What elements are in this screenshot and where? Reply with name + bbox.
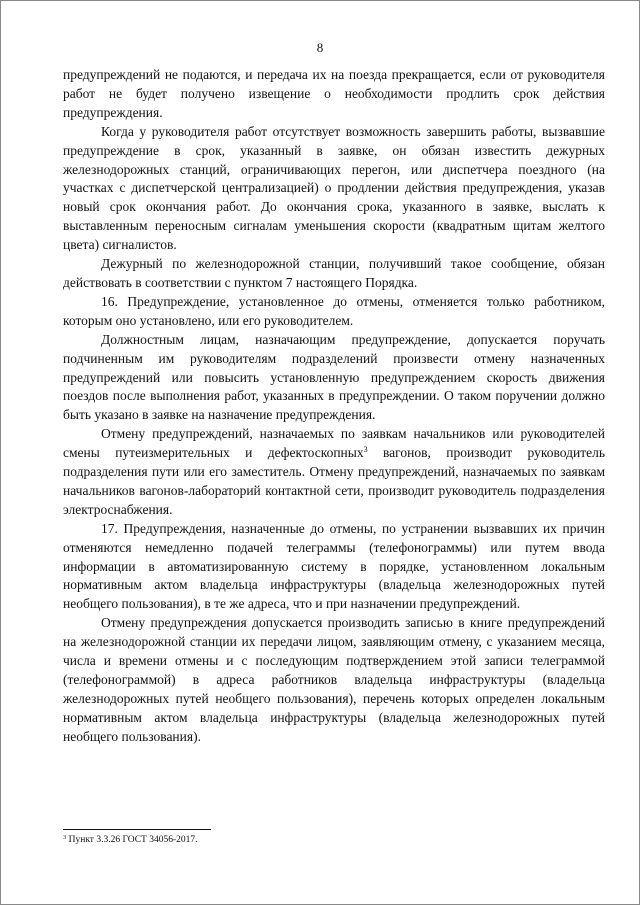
paragraph-text: Отмену предупреждений, назначаемых по заявкам начальников или руководителей смены путеизмерительных и дефектоскопных — [63, 426, 605, 461]
paragraph-item-16: 16. Предупреждение, установленное до отмены, отменяется только работником, которым оно установлено, или его руководителем. — [63, 293, 605, 328]
footnote-marker: 3 — [63, 834, 67, 841]
paragraph: предупреждений не подаются, и передача их на поезда прекращается, если от руководителя работ не будет получено извещение о необходимости продлить срок действия предупреждения. — [63, 67, 605, 120]
paragraph: Должностным лицам, назначающим предупреждение, допускается поручать подчиненным им руководителям подразделений произвести отмену назначенных предупреждений или повысить установленную предупреждением скорость движения поездов после выполнения работ, указанных в предупреждении. О таком поручении должно быть указано в заявке на назначение предупреждения. — [63, 331, 605, 423]
footnote-divider — [63, 829, 211, 830]
footnote — [63, 834, 605, 846]
paragraph-with-footnote — [63, 425, 605, 520]
paragraph: Отмену предупреждения допускается производить записью в книге предупреждений на железнодорожной станции их передачи лицом, заявляющим отмену, с указанием месяца, числа и времени отмены и с последующим подтверждением этой записи телеграммой (телефонограммой) в адреса работников владельца инфраструктуры (владельца железнодорожных путей необщего пользования), перечень которых определен локальным нормативным актом владельца инфраструктуры (владельца железнодорожных путей необщего пользования). — [63, 615, 605, 744]
footnote-text: Пункт 3.3.26 ГОСТ 34056-2017. — [66, 835, 198, 845]
paragraph-item-17: 17. Предупреждения, назначенные до отмены, по устранении вызвавших их причин отменяются немедленно подачей телеграммы (телефонограммы) или путем ввода информации в автоматизированную систему в порядке, установленном локальным нормативным актом владельца инфраструктуры (владельца железнодорожных путей необщего пользования), в те же адреса, что и при назначении предупреждений. — [63, 520, 605, 612]
footnote-reference: 3 — [363, 445, 368, 455]
paragraph-text: вагонов, производит руководитель подразделения пути или его заместитель. Отмену предупреждений, назначаемых по заявкам начальников вагонов-лабораторий контактной сети, производит руководитель подразделения электроснабжения. — [63, 445, 605, 517]
document-body — [63, 66, 605, 747]
page-number: 8 — [316, 40, 324, 55]
paragraph: Дежурный по железнодорожной станции, получивший такое сообщение, обязан действовать в соответствии с пунктом 7 настоящего Порядка. — [63, 256, 605, 290]
paragraph: Когда у руководителя работ отсутствует возможность завершить работы, вызвавшие предупреждение в срок, указанный в заявке, он обязан известить дежурных железнодорожных станций, ограничивающих перегон, или диспетчера поездного (на участках с диспетчерской централизацией) о продлении действия предупреждения, указав новый срок окончания работ. До окончания срока, указанного в заявке, выслать к выставленным переносным сигналам уменьшения скорости (квадратным щитам желтого цвета) сигналистов. — [63, 123, 605, 253]
